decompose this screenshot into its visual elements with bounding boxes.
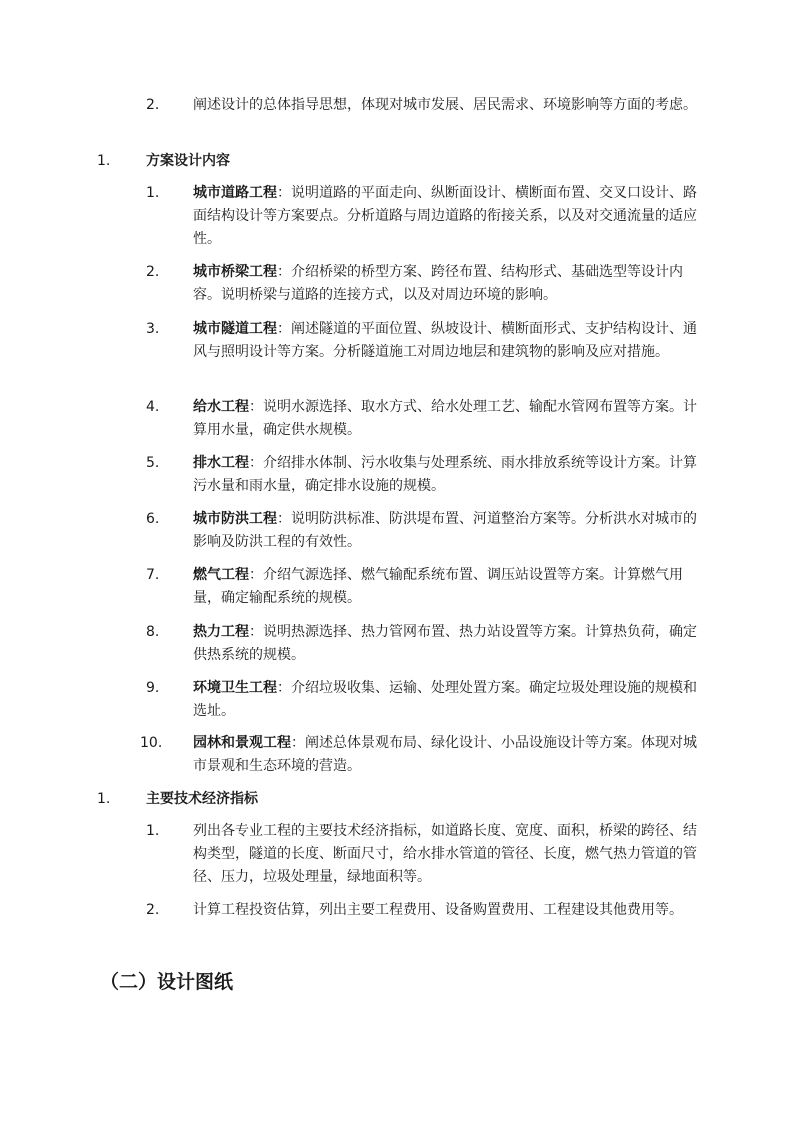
section-title: 主要技术经济指标 bbox=[146, 791, 258, 807]
item-body: ：介绍排水体制、污水收集与处理系统、雨水排放系统等设计方案。计算污水量和雨水量，确定排水设施的规模。 bbox=[193, 455, 697, 494]
item-body: ：说明水源选择、取水方式、给水处理工艺、输配水管网布置等方案。计算用水量，确定供水规模。 bbox=[193, 399, 697, 438]
item-label: 给水工程 bbox=[193, 399, 249, 415]
item-body: 计算工程投资估算，列出主要工程费用、设备购置费用、工程建设其他费用等。 bbox=[193, 902, 683, 918]
item-label: 城市桥梁工程 bbox=[193, 264, 277, 280]
section-number: 1. bbox=[97, 153, 111, 169]
list-text bbox=[193, 564, 703, 610]
list-text bbox=[193, 899, 703, 922]
item-body: ：介绍垃圾收集、运输、处理处置方案。确定垃圾处理设施的规模和选址。 bbox=[193, 680, 697, 719]
list-number: 2. bbox=[146, 264, 160, 280]
item-label: 燃气工程 bbox=[193, 567, 249, 583]
item-label: 城市道路工程 bbox=[193, 185, 277, 201]
list-text bbox=[193, 508, 703, 554]
list-number: 5. bbox=[146, 455, 160, 471]
item-label: 城市隧道工程 bbox=[193, 321, 277, 337]
item-body: 列出各专业工程的主要技术经济指标，如道路长度、宽度、面积，桥梁的跨径、结构类型，隧道的长度、断面尺寸，给水排水管道的管径、长度，燃气热力管道的管径、压力，垃圾处理量，绿地面积等。 bbox=[193, 823, 697, 885]
item-body: ：说明热源选择、热力管网布置、热力站设置等方案。计算热负荷，确定供热系统的规模。 bbox=[193, 624, 697, 663]
list-text bbox=[193, 677, 703, 723]
section-title: 方案设计内容 bbox=[146, 153, 230, 169]
list-number: 8. bbox=[146, 624, 160, 640]
list-number: 6. bbox=[146, 511, 160, 527]
list-number: 2. bbox=[146, 97, 160, 113]
item-body: ：说明道路的平面走向、纵断面设计、横断面布置、交叉口设计、路面结构设计等方案要点。分析道路与周边道路的衔接关系，以及对交通流量的适应性。 bbox=[193, 185, 697, 247]
list-number: 1. bbox=[146, 185, 160, 201]
list-text bbox=[193, 318, 703, 364]
item-body: ：介绍气源选择、燃气输配系统布置、调压站设置等方案。计算燃气用量，确定输配系统的规模。 bbox=[193, 567, 683, 606]
section-number: 1. bbox=[97, 791, 111, 807]
list-text bbox=[193, 396, 703, 442]
item-body: ：阐述总体景观布局、绿化设计、小品设施设计等方案。体现对城市景观和生态环境的营造。 bbox=[193, 735, 697, 774]
list-number: 1. bbox=[146, 823, 160, 839]
item-label: 排水工程 bbox=[193, 455, 249, 471]
list-text bbox=[193, 182, 703, 251]
list-number: 9. bbox=[146, 680, 160, 696]
list-text bbox=[193, 732, 703, 778]
list-text bbox=[193, 261, 703, 307]
item-body: ：说明防洪标准、防洪堤布置、河道整治方案等。分析洪水对城市的影响及防洪工程的有效性。 bbox=[193, 511, 697, 550]
item-label: 环境卫生工程 bbox=[193, 680, 277, 696]
list-number: 4. bbox=[146, 399, 160, 415]
list-number: 2. bbox=[146, 902, 160, 918]
item-label: 热力工程 bbox=[193, 624, 249, 640]
subsection-heading: （二）设计图纸 bbox=[100, 971, 234, 993]
item-label: 园林和景观工程 bbox=[193, 735, 291, 751]
list-text bbox=[193, 621, 703, 667]
item-body: ：介绍桥梁的桥型方案、跨径布置、结构形式、基础选型等设计内容。说明桥梁与道路的连接方式，以及对周边环境的影响。 bbox=[193, 264, 683, 303]
list-number: 7. bbox=[146, 567, 160, 583]
list-text: 阐述设计的总体指导思想，体现对城市发展、居民需求、环境影响等方面的考虑。 bbox=[193, 97, 697, 113]
list-number: 3. bbox=[146, 321, 160, 337]
list-text bbox=[193, 820, 703, 889]
list-text bbox=[193, 452, 703, 498]
list-number: 10. bbox=[140, 735, 163, 751]
item-label: 城市防洪工程 bbox=[193, 511, 277, 527]
item-body: ：阐述隧道的平面位置、纵坡设计、横断面形式、支护结构设计、通风与照明设计等方案。分析隧道施工对周边地层和建筑物的影响及应对措施。 bbox=[193, 321, 697, 360]
